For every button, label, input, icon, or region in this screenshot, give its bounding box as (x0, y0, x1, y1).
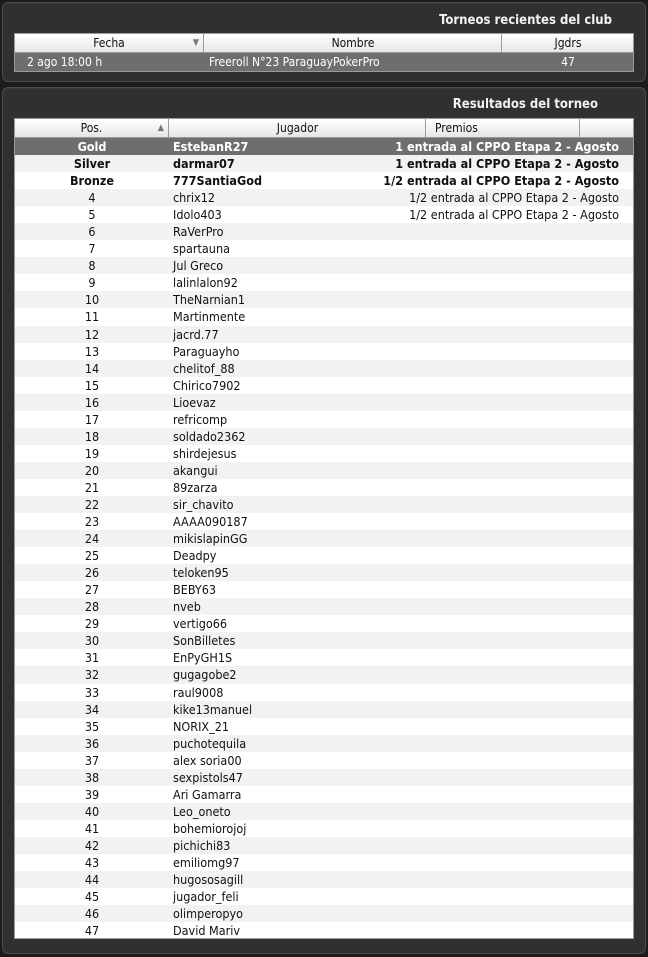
result-position: 8 (88, 258, 96, 274)
table-row[interactable] (15, 360, 633, 377)
result-player: alex soria00 (173, 752, 242, 768)
result-player: emiliomg97 (173, 854, 240, 870)
result-position: 11 (84, 309, 100, 325)
result-position: Gold (77, 139, 107, 154)
table-row[interactable] (15, 922, 633, 939)
tournament-results-title: Resultados del torneo (452, 97, 598, 112)
table-row[interactable] (15, 632, 633, 649)
result-player: chelitof_88 (173, 360, 235, 376)
result-position: 39 (84, 786, 100, 802)
column-header-position-label: Pos. (80, 121, 103, 135)
result-player: Leo_oneto (173, 803, 231, 819)
result-player: jacrd.77 (173, 326, 219, 342)
result-player: chrix12 (173, 190, 216, 206)
column-header-name-label: Nombre (331, 36, 375, 50)
result-player: teloken95 (173, 565, 229, 581)
result-prize: 1/2 entrada al CPPO Etapa 2 - Agosto (409, 207, 619, 223)
result-position: 40 (84, 803, 100, 819)
table-row[interactable] (15, 240, 633, 257)
result-player: Deadpy (173, 548, 217, 564)
table-row[interactable] (15, 684, 633, 701)
result-position: 5 (88, 207, 96, 223)
result-position: 32 (84, 667, 100, 683)
result-player: SonBilletes (173, 633, 236, 649)
column-header-players-label: Jgdrs (554, 36, 582, 50)
result-player: jugador_feli (173, 889, 239, 905)
result-position: 13 (84, 343, 100, 359)
result-position: 14 (84, 360, 100, 376)
result-player: gugagobe2 (173, 667, 237, 683)
table-row[interactable] (15, 308, 633, 325)
result-position: 9 (88, 275, 96, 291)
table-row[interactable] (15, 786, 633, 803)
column-header-date[interactable] (15, 34, 204, 52)
table-row[interactable] (15, 274, 633, 291)
result-position: 25 (84, 548, 100, 564)
result-player: Chirico7902 (173, 377, 241, 393)
table-row[interactable] (15, 138, 633, 155)
result-player: TheNarnian1 (173, 292, 246, 308)
table-row[interactable] (15, 581, 633, 598)
result-position: 19 (84, 445, 100, 461)
result-player: sexpistols47 (173, 769, 243, 785)
result-position: 27 (84, 582, 100, 598)
result-position: 16 (84, 394, 100, 410)
result-position: 43 (84, 854, 100, 870)
column-header-player[interactable] (170, 119, 426, 137)
result-position: 33 (84, 684, 100, 700)
result-player: Jul Greco (173, 258, 224, 274)
result-position: Silver (73, 156, 111, 172)
table-row[interactable] (15, 718, 633, 735)
result-position: 26 (84, 565, 100, 581)
result-player: lalinlalon92 (173, 275, 238, 291)
table-row[interactable] (15, 752, 633, 769)
tournament-name: Freeroll N°23 ParaguayPokerPro (209, 55, 380, 69)
result-prize: 1/2 entrada al CPPO Etapa 2 - Agosto (383, 173, 619, 189)
table-row[interactable] (15, 547, 633, 564)
table-row[interactable] (15, 223, 633, 240)
result-position: 45 (84, 889, 100, 905)
result-player: Martinmente (173, 309, 246, 325)
result-position: 36 (84, 735, 100, 751)
table-row[interactable] (15, 820, 633, 837)
recent-tournaments-title: Torneos recientes del club (439, 13, 612, 28)
table-row[interactable] (15, 479, 633, 496)
table-row[interactable] (15, 377, 633, 394)
result-player: shirdejesus (173, 445, 237, 461)
result-player: puchotequila (173, 735, 247, 751)
result-position: 22 (84, 496, 100, 512)
result-player: Idolo403 (173, 207, 222, 223)
table-row[interactable] (15, 615, 633, 632)
table-row[interactable] (15, 701, 633, 718)
recent-tournaments-panel (2, 2, 646, 82)
result-player: Lioevaz (173, 394, 216, 410)
result-player: RaVerPro (173, 224, 224, 240)
column-header-position[interactable] (15, 119, 169, 137)
table-row[interactable] (15, 343, 633, 360)
result-player: bohemiorojoj (173, 820, 247, 836)
result-player: spartauna (173, 241, 230, 257)
result-player: darmar07 (173, 156, 235, 172)
result-player: AAAA090187 (173, 514, 248, 530)
table-row[interactable] (15, 837, 633, 854)
result-position: 21 (84, 479, 100, 495)
table-row[interactable] (15, 905, 633, 922)
table-row[interactable] (15, 888, 633, 905)
table-row[interactable] (15, 291, 633, 308)
recent-tournament-row[interactable] (15, 53, 633, 71)
table-row[interactable] (15, 394, 633, 411)
table-row[interactable] (15, 445, 633, 462)
result-player: Ari Gamarra (173, 786, 242, 802)
result-position: 28 (84, 599, 100, 615)
table-row[interactable] (15, 172, 633, 189)
result-position: 24 (84, 531, 100, 547)
results-table-header (15, 119, 633, 138)
table-row[interactable] (15, 257, 633, 274)
result-player: refricomp (173, 411, 228, 427)
result-position: 47 (84, 923, 100, 939)
result-player: olimperopyo (173, 906, 244, 922)
result-position: 12 (84, 326, 100, 342)
result-prize: 1 entrada al CPPO Etapa 2 - Agosto (395, 139, 619, 154)
result-position: 29 (84, 616, 100, 632)
table-row[interactable] (15, 189, 633, 206)
recent-tournaments-table (14, 33, 634, 72)
tournament-players: 47 (561, 55, 575, 69)
result-position: 41 (84, 820, 100, 836)
result-player: NORIX_21 (173, 718, 230, 734)
table-row[interactable] (15, 564, 633, 581)
result-position: 31 (84, 650, 100, 666)
table-row[interactable] (15, 854, 633, 871)
column-header-prize[interactable] (427, 119, 580, 137)
result-position: 7 (88, 241, 96, 257)
result-player: nveb (173, 599, 201, 615)
result-player: hugososagill (173, 872, 244, 888)
result-player: Paraguayho (173, 343, 240, 359)
result-position: 35 (84, 718, 100, 734)
column-header-name[interactable] (205, 34, 502, 52)
result-player: soldado2362 (173, 428, 246, 444)
result-position: 18 (84, 428, 100, 444)
sort-descending-icon: ▼ (192, 38, 199, 48)
result-player: pichichi83 (173, 837, 231, 853)
table-row[interactable] (15, 155, 633, 172)
result-position: 38 (84, 769, 100, 785)
column-header-player-label: Jugador (276, 121, 319, 135)
tournament-date: 2 ago 18:00 h (27, 55, 103, 69)
result-player: EstebanR27 (173, 139, 249, 154)
result-player: mikislapinGG (173, 531, 248, 547)
tournament-results-panel (2, 87, 646, 954)
table-row[interactable] (15, 769, 633, 786)
result-prize: 1/2 entrada al CPPO Etapa 2 - Agosto (409, 190, 619, 206)
result-player: BEBY63 (173, 582, 217, 598)
result-player: 89zarza (173, 479, 218, 495)
result-position: 15 (84, 377, 100, 393)
result-prize: 1 entrada al CPPO Etapa 2 - Agosto (395, 156, 619, 172)
result-player: vertigo66 (173, 616, 228, 632)
table-row[interactable] (15, 666, 633, 683)
column-header-date-label: Fecha (93, 36, 125, 50)
column-header-players[interactable] (503, 34, 633, 52)
result-position: 10 (84, 292, 100, 308)
result-position: 44 (84, 872, 100, 888)
result-player: raul9008 (173, 684, 224, 700)
result-position: 34 (84, 701, 100, 717)
result-position: 46 (84, 906, 100, 922)
table-row[interactable] (15, 530, 633, 547)
result-position: 23 (84, 514, 100, 530)
table-row[interactable] (15, 206, 633, 223)
table-row[interactable] (15, 649, 633, 666)
table-row[interactable] (15, 803, 633, 820)
table-row[interactable] (15, 411, 633, 428)
result-player: kike13manuel (173, 701, 253, 717)
table-row[interactable] (15, 871, 633, 888)
result-position: 42 (84, 837, 100, 853)
result-position: 30 (84, 633, 100, 649)
result-player: 777SantiaGod (173, 173, 262, 189)
tournament-results-table (14, 118, 634, 939)
table-row[interactable] (15, 598, 633, 615)
result-position: 17 (84, 411, 100, 427)
result-position: 20 (84, 462, 100, 478)
recent-table-header (15, 34, 633, 53)
table-row[interactable] (15, 496, 633, 513)
result-position: Bronze (69, 173, 115, 189)
table-row[interactable] (15, 462, 633, 479)
result-player: sir_chavito (173, 496, 234, 512)
result-position: 6 (88, 224, 96, 240)
result-position: 4 (88, 190, 96, 206)
sort-ascending-icon: ▲ (157, 123, 164, 133)
column-header-prize-label: Premios (435, 121, 478, 135)
result-player: akangui (173, 462, 218, 478)
table-row[interactable] (15, 428, 633, 445)
table-row[interactable] (15, 513, 633, 530)
table-row[interactable] (15, 735, 633, 752)
table-row[interactable] (15, 326, 633, 343)
result-player: EnPyGH1S (173, 650, 233, 666)
results-rows (15, 138, 633, 939)
result-position: 37 (84, 752, 100, 768)
result-player: David Mariv (173, 923, 241, 939)
